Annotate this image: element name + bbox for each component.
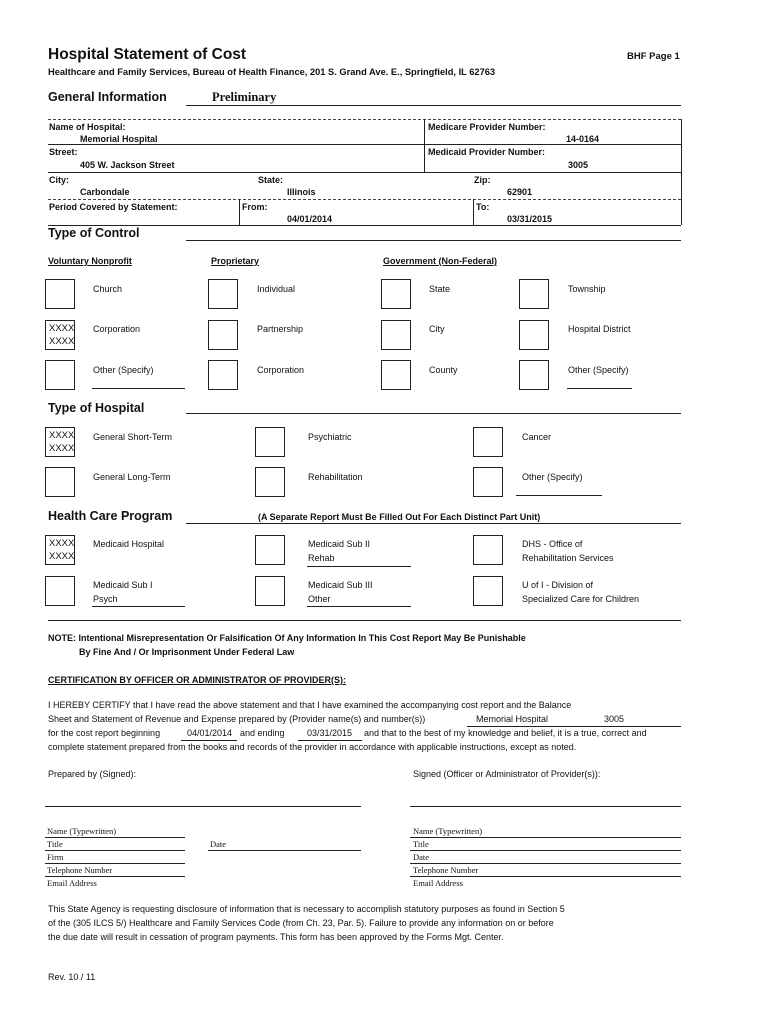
checked-mark: XXXX: [49, 336, 75, 347]
corporation-checkbox[interactable]: [45, 320, 75, 350]
medicaid-sub3-unit: Other: [308, 594, 331, 604]
divider: [48, 620, 681, 621]
legal-note-line2: By Fine And / Or Imprisonment Under Federal Law: [79, 647, 295, 657]
other-hospital-label: Other (Specify): [522, 472, 583, 482]
from-label: From:: [242, 202, 268, 212]
control-heading: Type of Control: [48, 226, 140, 240]
certification-text: complete statement prepared from the books and records of the provider in accordance with applicable instructions, except as noted.: [48, 742, 577, 752]
prepared-signature-line[interactable]: [45, 806, 361, 807]
disclosure-text: This State Agency is requesting disclosure of information that is necessary to accomplish statutory purposes as found in Section 5: [48, 904, 565, 914]
specify-line[interactable]: [92, 388, 185, 389]
officer-signature-line[interactable]: [410, 806, 681, 807]
officer-name-label: Name (Typewritten): [413, 826, 483, 836]
checked-mark: XXXX: [49, 551, 75, 562]
officer-telephone-label: Telephone Number: [413, 865, 479, 875]
county-checkbox[interactable]: [381, 360, 411, 390]
officer-title-label: Title: [413, 839, 429, 849]
cancer-checkbox[interactable]: [473, 427, 503, 457]
corporation-label: Corporation: [93, 324, 141, 334]
medicaid-sub3-label: Medicaid Sub III: [308, 580, 373, 590]
hospital-name-value: Memorial Hospital: [80, 134, 158, 144]
dhs-label: DHS - Office of: [522, 539, 583, 549]
firm-label: Firm: [47, 852, 64, 862]
end-date-line[interactable]: [298, 740, 362, 741]
to-date: 03/31/2015: [507, 214, 553, 224]
program-note: (A Separate Report Must Be Filled Out For Each Distinct Part Unit): [258, 512, 541, 522]
other-nonprofit-checkbox[interactable]: [45, 360, 75, 390]
disclosure-text: of the (305 ILCS 5/) Healthcare and Family Services Code (from Ch. 23, Par. 5). Failure to provide any information on or before: [48, 918, 554, 928]
period-label: Period Covered by Statement:: [49, 202, 178, 212]
hospital-type-heading: Type of Hospital: [48, 401, 145, 415]
disclosure-text: the due date will result in cessation of program payments. This form has been approved by the Forms Mgt. Center.: [48, 932, 504, 942]
hospital-district-checkbox[interactable]: [519, 320, 549, 350]
general-short-term-checkbox[interactable]: [45, 427, 75, 457]
dhs-checkbox[interactable]: [473, 535, 503, 565]
cancer-label: Cancer: [522, 432, 552, 442]
state-label: State:: [258, 175, 284, 185]
partnership-label: Partnership: [257, 324, 304, 334]
unit-line: [307, 566, 411, 567]
county-label: County: [429, 365, 458, 375]
unit-line: [92, 606, 185, 607]
email-label: Email Address: [47, 878, 97, 888]
hospital-district-label: Hospital District: [568, 324, 631, 334]
title-field[interactable]: [45, 850, 185, 851]
divider: [186, 523, 681, 524]
officer-date-label: Date: [413, 852, 430, 862]
report-end-date: 03/31/2015: [307, 728, 353, 738]
uofi-checkbox[interactable]: [473, 576, 503, 606]
medicaid-sub2-unit: Rehab: [308, 553, 335, 563]
certification-text: I HEREBY CERTIFY that I have read the above statement and that I have examined the accompanying cost report and the Balance: [48, 700, 572, 710]
street-value: 405 W. Jackson Street: [80, 160, 175, 170]
program-heading: Health Care Program: [48, 509, 173, 523]
proprietary-header: Proprietary: [211, 256, 260, 266]
certification-text: Sheet and Statement of Revenue and Expense prepared by (Provider name(s) and number(s)): [48, 714, 426, 724]
provider-line[interactable]: [467, 726, 681, 727]
report-begin-date: 04/01/2014: [187, 728, 233, 738]
divider: [186, 413, 681, 414]
revision-label: Rev. 10 / 11: [48, 972, 96, 982]
medicaid-sub1-unit: Psych: [93, 594, 118, 604]
uofi-label-line2: Specialized Care for Children: [522, 594, 640, 604]
rehabilitation-checkbox[interactable]: [255, 467, 285, 497]
legal-note: NOTE: Intentional Misrepresentation Or Falsification Of Any Information In This Cost Report May Be Punishable: [48, 633, 526, 643]
specify-line[interactable]: [516, 495, 602, 496]
general-info-heading: General Information: [48, 90, 167, 104]
certification-heading: CERTIFICATION BY OFFICER OR ADMINISTRATOR OF PROVIDER(S):: [48, 675, 346, 685]
zip-value: 62901: [507, 187, 533, 197]
unit-line: [307, 606, 411, 607]
medicaid-hospital-label: Medicaid Hospital: [93, 539, 165, 549]
telephone-field[interactable]: [45, 876, 185, 877]
township-checkbox[interactable]: [519, 279, 549, 309]
partnership-checkbox[interactable]: [208, 320, 238, 350]
medicaid-sub3-checkbox[interactable]: [255, 576, 285, 606]
psychiatric-checkbox[interactable]: [255, 427, 285, 457]
medicaid-sub1-checkbox[interactable]: [45, 576, 75, 606]
divider: [186, 240, 681, 241]
city-gov-label: City: [429, 324, 445, 334]
signed-by-label: Signed (Officer or Administrator of Provider(s)):: [413, 769, 601, 779]
city-checkbox[interactable]: [381, 320, 411, 350]
state-checkbox[interactable]: [381, 279, 411, 309]
certification-text: and that to the best of my knowledge and belief, it is a true, correct and: [364, 728, 647, 738]
officer-email-label: Email Address: [413, 878, 463, 888]
other-government-checkbox[interactable]: [519, 360, 549, 390]
state-gov-label: State: [429, 284, 451, 294]
checked-mark: XXXX: [49, 430, 75, 441]
certification-text: for the cost report beginning: [48, 728, 161, 738]
medicaid-sub2-checkbox[interactable]: [255, 535, 285, 565]
other-nonprofit-label: Other (Specify): [93, 365, 154, 375]
page-number: BHF Page 1: [627, 51, 680, 62]
zip-label: Zip:: [474, 175, 491, 185]
provider-number-value: 3005: [604, 714, 625, 724]
certification-text: and ending: [240, 728, 285, 738]
medicaid-sub1-label: Medicaid Sub I: [93, 580, 153, 590]
township-label: Township: [568, 284, 606, 294]
to-label: To:: [476, 202, 490, 212]
officer-title-field[interactable]: [410, 850, 681, 851]
title-label: Title: [47, 839, 63, 849]
city-value: Carbondale: [80, 187, 130, 197]
individual-label: Individual: [257, 284, 296, 294]
page-title: Hospital Statement of Cost: [48, 46, 247, 63]
begin-date-line[interactable]: [181, 740, 237, 741]
medicaid-hospital-checkbox[interactable]: [45, 535, 75, 565]
medicaid-number-value: 3005: [568, 160, 589, 170]
date-label: Date: [210, 839, 227, 849]
church-checkbox[interactable]: [45, 279, 75, 309]
voluntary-nonprofit-header: Voluntary Nonprofit: [48, 256, 132, 266]
city-label: City:: [49, 175, 69, 185]
dhs-label-line2: Rehabilitation Services: [522, 553, 614, 563]
proprietary-corporation-label: Corporation: [257, 365, 305, 375]
psychiatric-label: Psychiatric: [308, 432, 352, 442]
checked-mark: XXXX: [49, 443, 75, 454]
specify-line[interactable]: [567, 388, 632, 389]
name-field[interactable]: [45, 837, 185, 838]
name-typewritten-label: Name (Typewritten): [47, 826, 117, 836]
general-long-term-label: General Long-Term: [93, 472, 171, 482]
page-subtitle: Healthcare and Family Services, Bureau of Health Finance, 201 S. Grand Ave. E., Springfield, IL 62763: [48, 67, 496, 77]
proprietary-corporation-checkbox[interactable]: [208, 360, 238, 390]
officer-date-field[interactable]: [410, 863, 681, 864]
street-label: Street:: [49, 147, 78, 157]
telephone-label: Telephone Number: [47, 865, 113, 875]
report-status: Preliminary: [212, 90, 277, 104]
provider-name-value: Memorial Hospital: [476, 714, 549, 724]
medicare-number-value: 14-0164: [566, 134, 600, 144]
rehabilitation-label: Rehabilitation: [308, 472, 363, 482]
church-label: Church: [93, 284, 123, 294]
hospital-name-label: Name of Hospital:: [49, 122, 126, 132]
general-long-term-checkbox[interactable]: [45, 467, 75, 497]
officer-name-field[interactable]: [410, 837, 681, 838]
medicaid-sub2-label: Medicaid Sub II: [308, 539, 371, 549]
medicaid-number-label: Medicaid Provider Number:: [428, 147, 546, 157]
general-short-term-label: General Short-Term: [93, 432, 173, 442]
other-hospital-checkbox[interactable]: [473, 467, 503, 497]
other-government-label: Other (Specify): [568, 365, 629, 375]
prepared-by-label: Prepared by (Signed):: [48, 769, 137, 779]
officer-telephone-field[interactable]: [410, 876, 681, 877]
medicare-number-label: Medicare Provider Number:: [428, 122, 546, 132]
divider: [186, 105, 681, 106]
checked-mark: XXXX: [49, 538, 75, 549]
uofi-label: U of I - Division of: [522, 580, 594, 590]
individual-checkbox[interactable]: [208, 279, 238, 309]
checked-mark: XXXX: [49, 323, 75, 334]
state-value: Illinois: [287, 187, 316, 197]
government-header: Government (Non-Federal): [383, 256, 498, 266]
firm-field[interactable]: [45, 863, 185, 864]
date-field[interactable]: [208, 850, 361, 851]
from-date: 04/01/2014: [287, 214, 333, 224]
